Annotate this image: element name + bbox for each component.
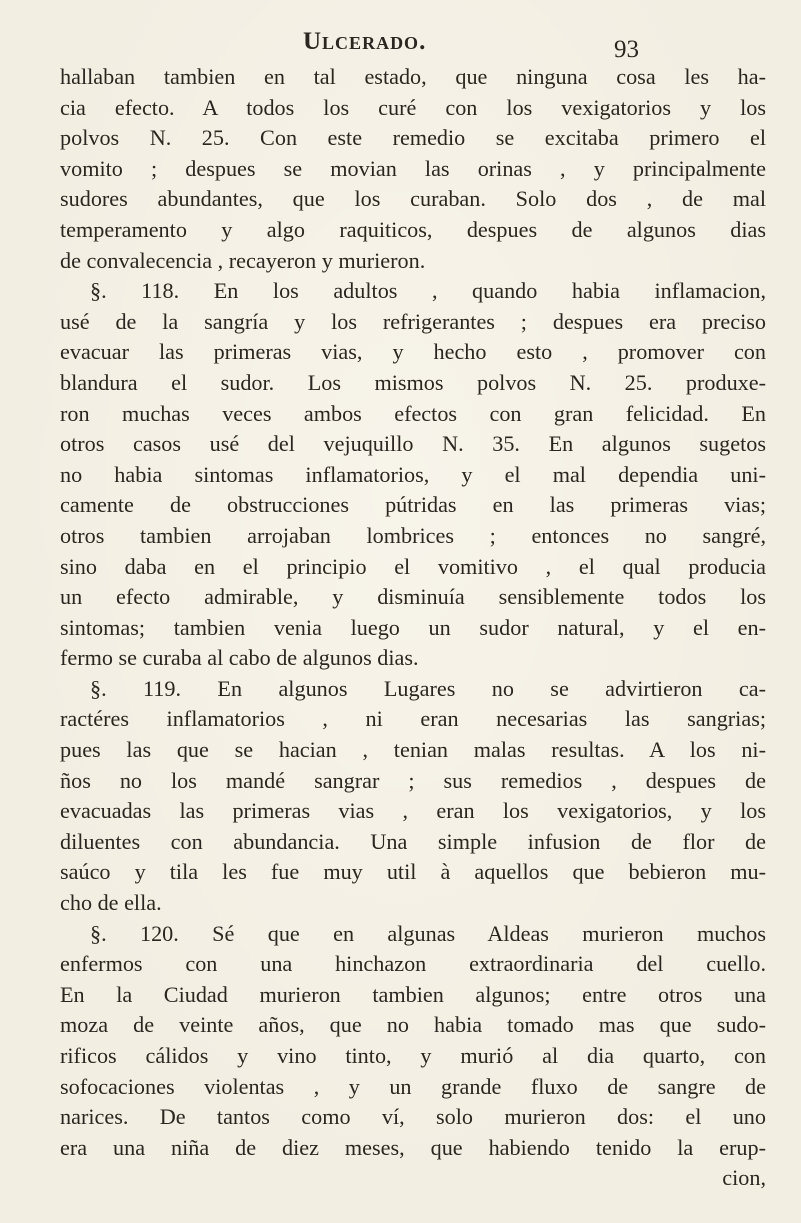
text-line: evacuadas las primeras vias , eran los vexigatorios, y los: [60, 798, 766, 824]
text-line: saúco y tila les fue muy util à aquellos que bebieron mu-: [60, 859, 766, 885]
running-head: [128, 22, 728, 62]
text-line: otros casos usé del vejuquillo N. 35. En algunos sugetos: [60, 431, 766, 457]
text-line: diluentes con abundancia. Una simple infusion de flor de: [60, 828, 766, 854]
text-line: sofocaciones violentas , y un grande fluxo de sangre de: [60, 1073, 766, 1099]
text-line: §. 118. En los adultos , quando habia inflamacion,: [90, 278, 766, 304]
text-line: era una niña de diez meses, que habiendo tenido la erup-: [60, 1134, 766, 1160]
text-line: otros tambien arrojaban lombrices ; entonces no sangré,: [60, 522, 766, 548]
text-line: no habia sintomas inflamatorios, y el mal dependia uni-: [60, 461, 766, 487]
text-line: §. 120. Sé que en algunas Aldeas murieron muchos: [90, 920, 766, 946]
text-line: blandura el sudor. Los mismos polvos N. 25. produxe-: [60, 369, 766, 395]
text-line: fermo se curaba al cabo de algunos dias.: [60, 645, 419, 671]
running-title: Ulcerado.: [303, 28, 427, 55]
text-line: rificos cálidos y vino tinto, y murió al dia quarto, con: [60, 1043, 766, 1068]
text-line: polvos N. 25. Con este remedio se excitaba primero el: [60, 125, 766, 151]
text-line: ron muchas veces ambos efectos con gran felicidad. En: [60, 400, 766, 426]
text-line: cho de ella.: [60, 890, 162, 916]
text-line: sino daba en el principio el vomitivo , el qual producia: [60, 553, 766, 579]
text-line: de convalecencia , recayeron y murieron.: [60, 247, 426, 273]
text-line: ractéres inflamatorios , ni eran necesarias las sangrias;: [60, 706, 766, 732]
page-number: 93: [614, 36, 639, 63]
text-line: hallaban tambien en tal estado, que ninguna cosa les ha-: [60, 64, 766, 89]
text-line: vomito ; despues se movian las orinas , y principalmente: [60, 155, 766, 181]
text-line: §. 119. En algunos Lugares no se advirtieron ca-: [90, 675, 766, 701]
text-line: enfermos con una hinchazon extraordinaria del cuello.: [60, 951, 766, 977]
text-line: ños no los mandé sangrar ; sus remedios , despues de: [60, 767, 766, 793]
text-line: moza de veinte años, que no habia tomado mas que sudo-: [60, 1012, 766, 1038]
text-line: temperamento y algo raquiticos, despues de algunos dias: [60, 216, 766, 242]
text-line: camente de obstrucciones pútridas en las primeras vias;: [60, 492, 766, 518]
text-line: un efecto admirable, y disminuía sensiblemente todos los: [60, 584, 766, 610]
text-line: pues las que se hacian , tenian malas resultas. A los ni-: [60, 737, 766, 763]
text-line: narices. De tantos como ví, solo murieron dos: el uno: [60, 1104, 766, 1130]
text-line: usé de la sangría y los refrigerantes ; despues era preciso: [60, 308, 766, 334]
text-line: cion,: [722, 1165, 766, 1191]
text-line: En la Ciudad murieron tambien algunos; entre otros una: [60, 981, 766, 1007]
text-line: evacuar las primeras vias, y hecho esto , promover con: [60, 339, 766, 365]
text-line: sintomas; tambien venia luego un sudor natural, y el en-: [60, 614, 766, 640]
body-text: [60, 62, 766, 1194]
text-line: cia efecto. A todos los curé con los vexigatorios y los: [60, 94, 766, 120]
text-line: sudores abundantes, que los curaban. Solo dos , de mal: [60, 186, 766, 212]
